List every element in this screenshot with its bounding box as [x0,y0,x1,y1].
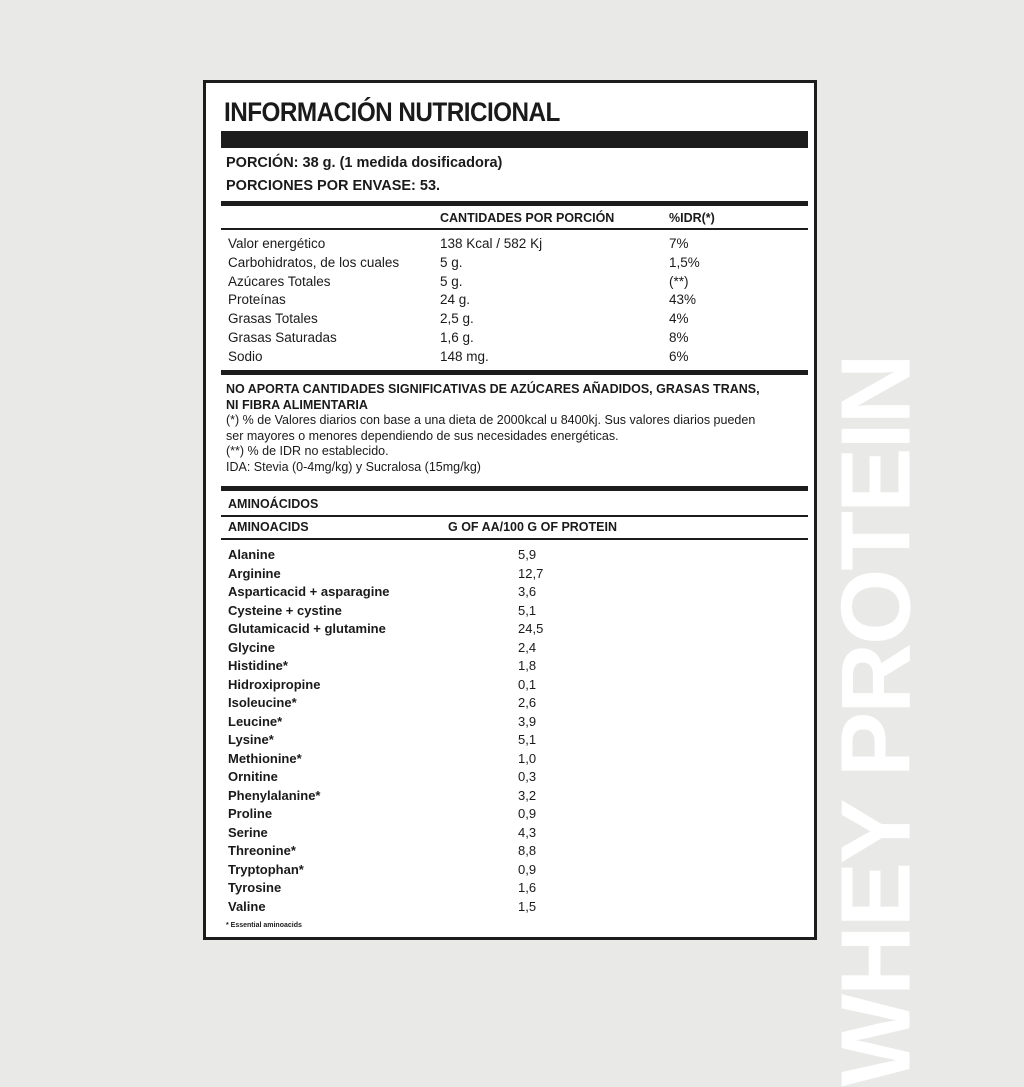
amino-value: 1,6 [518,880,537,895]
amino-name: Glutamicacid + glutamine [228,621,386,636]
amino-value: 1,5 [518,898,537,914]
amino-value: 5,9 [518,547,537,562]
nutrient-idr: 6% [669,348,689,364]
amino-header-line [221,538,808,540]
amino-name: Valine [228,898,266,914]
amino-name: Alanine [228,547,275,562]
note-line: IDA: Stevia (0-4mg/kg) y Sucralosa (15mg/kg) [226,459,481,474]
amino-value: 3,9 [518,713,537,729]
nutrient-name: Carbohidratos, de los cuales [228,254,400,270]
amino-title-line [221,515,808,517]
nutrient-amount: 138 Kcal / 582 Kj [440,236,543,251]
nutrient-name: Grasas Totales [228,311,318,327]
nutrient-amount: 1,6 g. [440,330,474,345]
header-amount-per-serving: CANTIDADES POR PORCIÓN [440,211,615,225]
amino-header-value: G OF AA/100 G OF PROTEIN [448,520,618,534]
notes-divider [221,486,808,491]
amino-name: Glycine [228,639,275,655]
amino-value: 3,2 [518,787,537,803]
amino-name: Phenylalanine* [228,787,321,803]
amino-value: 1,8 [518,658,537,673]
amino-value: 0,3 [518,769,537,784]
amino-name: Histidine* [228,658,288,673]
amino-name: Hidroxipropine [228,676,321,692]
amino-section-title: AMINOÁCIDOS [228,497,319,511]
amino-name: Proline [228,806,273,821]
nutrient-name: Sodio [228,348,263,364]
notes-block [226,382,806,475]
amino-value: 4,3 [518,824,537,840]
nutrition-divider [221,370,808,375]
nutrient-name: Proteínas [228,292,286,308]
nutrient-idr: 1,5% [669,254,700,270]
amino-name: Tryptophan* [228,861,304,877]
nutrient-amount: 2,5 g. [440,311,474,327]
nutrient-idr: 43% [669,292,697,308]
nutrient-idr: (**) [669,273,689,289]
nutrition-label-panel [203,80,817,940]
amino-value: 2,6 [518,695,537,710]
nutrient-amount: 148 mg. [440,348,489,364]
nutrient-idr: 4% [669,311,689,327]
whey-protein-vertical-title: WHEY PROTEIN [820,355,931,1087]
amino-value: 5,1 [518,602,537,618]
amino-name: Serine [228,824,268,840]
nutrient-amount: 5 g. [440,254,463,270]
nutrient-name: Valor energético [228,236,326,251]
note-line: ser mayores o menores dependiendo de sus necesidades energéticas. [226,428,619,443]
note-line: (*) % de Valores diarios con base a una dieta de 2000kcal u 8400kj. Sus valores diarios pueden [226,413,756,427]
note-line: (**) % de IDR no establecido. [226,444,389,458]
amino-footnote: * Essential aminoacids [226,922,302,929]
nutrient-name: Grasas Saturadas [228,330,337,345]
nutrient-idr: 8% [669,330,689,345]
amino-value: 3,6 [518,584,537,599]
table-header-line [221,228,808,230]
amino-name: Arginine [228,565,281,581]
nutrient-name: Azúcares Totales [228,273,331,289]
amino-name: Methionine* [228,750,302,766]
amino-value: 2,4 [518,639,537,655]
title-divider-bar [221,131,808,148]
amino-name: Leucine* [228,713,283,729]
amino-name: Cysteine + cystine [228,602,342,618]
amino-value: 0,9 [518,806,537,821]
portion-size: PORCIÓN: 38 g. (1 medida dosificadora) [226,155,503,171]
note-line: NO APORTA CANTIDADES SIGNIFICATIVAS DE AZÚCARES AÑADIDOS, GRASAS TRANS, [226,382,760,396]
amino-name: Lysine* [228,732,274,747]
amino-value: 1,0 [518,750,537,766]
amino-value: 0,1 [518,676,537,692]
amino-name: Ornitine [228,769,278,784]
note-line: NI FIBRA ALIMENTARIA [226,397,368,412]
label-title: INFORMACIÓN NUTRICIONAL [224,97,560,127]
amino-name: Tyrosine [228,880,282,895]
nutrient-amount: 5 g. [440,273,463,289]
amino-value: 0,9 [518,861,537,877]
serving-divider [221,201,808,206]
amino-name: Isoleucine* [228,695,297,710]
amino-value: 24,5 [518,621,544,636]
amino-name: Asparticacid + asparagine [228,584,390,599]
amino-header-name: AMINOACIDS [228,520,309,534]
amino-name: Threonine* [228,843,296,858]
amino-value: 5,1 [518,732,537,747]
nutrient-amount: 24 g. [440,292,471,308]
amino-value: 8,8 [518,843,537,858]
nutrient-idr: 7% [669,236,689,251]
header-idr: %IDR(*) [669,211,715,225]
amino-value: 12,7 [518,565,544,581]
servings-per-container: PORCIONES POR ENVASE: 53. [226,178,441,194]
